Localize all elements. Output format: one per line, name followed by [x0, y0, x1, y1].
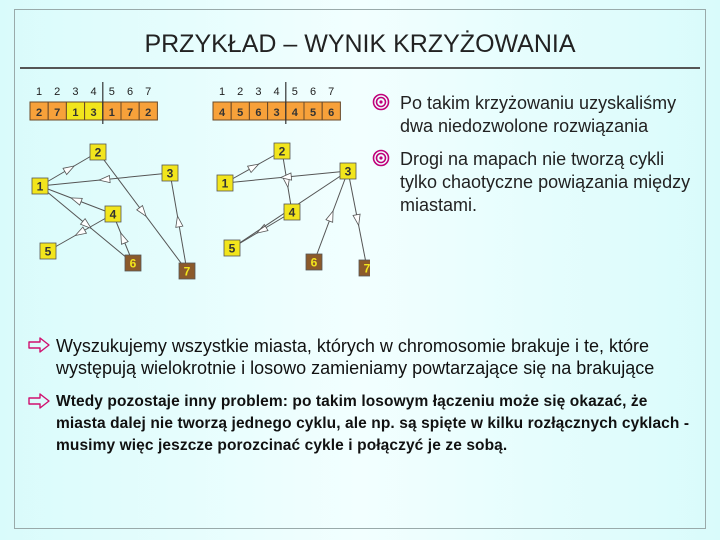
gene-index-label: 7: [328, 86, 335, 98]
route-arrow: [99, 175, 110, 182]
gene-index-label: 3: [255, 86, 262, 98]
spiral-bullet-icon: [372, 149, 390, 167]
bullet-list: [372, 92, 702, 227]
arrow-bullet-icon: [28, 337, 50, 353]
gene-index-label: 6: [126, 86, 134, 98]
map-right: [217, 143, 370, 276]
gene-index-label: 2: [237, 86, 244, 98]
gene-value: 1: [108, 107, 115, 119]
gene-value: 5: [237, 107, 244, 119]
gene-value: 6: [328, 107, 335, 119]
gene-index-label: 5: [291, 86, 298, 98]
spiral-bullet-icon: [372, 93, 390, 111]
gene-index-label: 5: [108, 86, 115, 98]
map-left: [32, 144, 195, 279]
city-label: 3: [344, 164, 352, 179]
route-arrow: [137, 206, 146, 217]
chromosome-left: [30, 82, 157, 124]
city-label: 7: [183, 264, 191, 279]
gene-value: 7: [54, 107, 61, 119]
bullet-item: [372, 92, 702, 138]
crossover-diagram: [0, 0, 370, 300]
gene-value: 2: [35, 107, 43, 119]
gene-index-label: 2: [54, 86, 61, 98]
chromosome-right: [213, 82, 340, 124]
bullet-text: Drogi na mapach nie tworzą cykli tylko chaotyczne powiązania między miastami.: [400, 149, 691, 215]
explanation-item: [20, 335, 700, 379]
city-label: 4: [109, 207, 117, 222]
city-label: 3: [166, 166, 174, 181]
city-label: 4: [288, 205, 296, 220]
gene-index-label: 7: [145, 86, 152, 98]
gene-index-label: 6: [309, 86, 317, 98]
bullet-item: [372, 148, 702, 217]
explanation-list: [20, 335, 700, 457]
slide-title: PRZYKŁAD – WYNIK KRZYŻOWANIA: [144, 30, 576, 58]
gene-value: 7: [126, 107, 134, 119]
city-label: 2: [94, 145, 102, 160]
route-arrow: [176, 216, 183, 227]
explanation-text: Wyszukujemy wszystkie miasta, których w chromosomie brakuje i te, które występują wielokrotnie i losowo zamieniamy powtarzające się na brakujące: [56, 336, 655, 378]
explanation-item: [20, 391, 700, 457]
city-label: 5: [228, 241, 236, 256]
gene-value: 3: [90, 107, 97, 119]
arrow-bullet-icon: [28, 393, 50, 409]
route-arrow: [63, 166, 74, 175]
city-label: 2: [278, 144, 286, 159]
city-label: 6: [310, 255, 318, 270]
explanation-text: Wtedy pozostaje inny problem: po takim losowym łączeniu może się okazać, że miasta dalej nie tworzą jednego cyklu, ale np. są spięte w kilku rozłącznych cyklach - musimy więc jeszcze porozcinać cykle i połączyć je ze sobą.: [56, 393, 690, 454]
gene-value: 3: [273, 107, 280, 119]
route-arrow: [81, 219, 92, 229]
route-arrow: [75, 227, 86, 235]
bullet-text: Po takim krzyżowaniu uzyskaliśmy dwa niedozwolone rozwiązania: [400, 93, 677, 136]
city-label: 6: [129, 256, 137, 271]
city-label: 1: [36, 179, 44, 194]
gene-index-label: 1: [35, 86, 43, 98]
gene-value: 4: [291, 107, 298, 119]
gene-index-label: 1: [218, 86, 226, 98]
gene-value: 5: [309, 107, 317, 119]
gene-index-label: 4: [273, 86, 280, 98]
city-label: 1: [221, 176, 229, 191]
city-label: 7: [363, 261, 370, 276]
route-arrow: [121, 233, 128, 244]
route-arrow: [326, 211, 333, 222]
gene-index-label: 3: [72, 86, 79, 98]
route-arrow: [353, 214, 360, 225]
gene-index-label: 4: [90, 86, 97, 98]
gene-value: 1: [72, 107, 79, 119]
route-arrow: [71, 198, 82, 205]
city-label: 5: [44, 244, 52, 259]
route-arrow: [248, 164, 259, 172]
gene-value: 6: [255, 107, 262, 119]
gene-value: 4: [218, 107, 226, 119]
gene-value: 2: [145, 107, 152, 119]
